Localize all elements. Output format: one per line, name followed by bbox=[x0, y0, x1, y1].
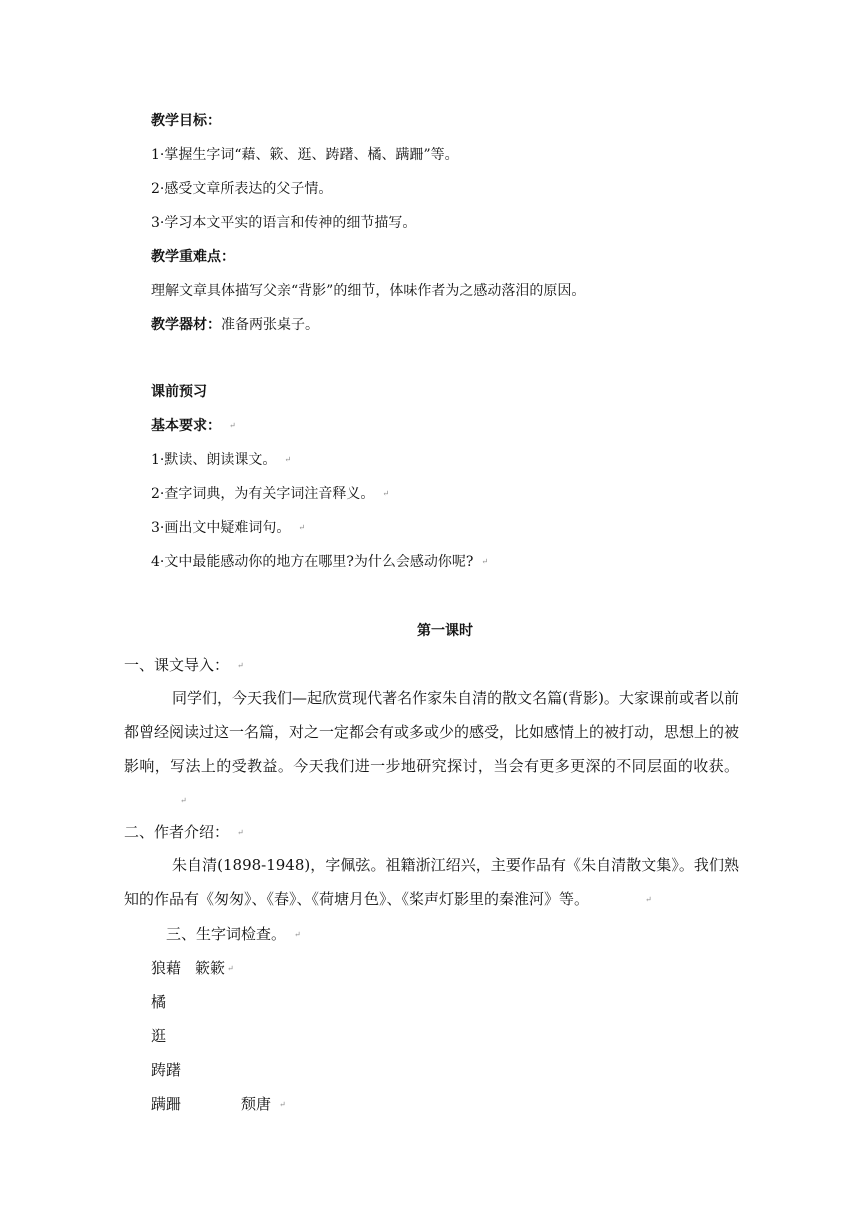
paragraph-mark-icon: ↵ bbox=[645, 895, 652, 904]
preview-item-3-line bbox=[151, 518, 305, 538]
vocab-word: 蹒跚 bbox=[151, 1095, 182, 1113]
vocab-word: 颓唐 bbox=[241, 1095, 272, 1113]
preview-item-3: 3·画出文中疑难词句。 bbox=[151, 520, 291, 536]
vocab-line-1 bbox=[151, 958, 234, 979]
preview-heading: 课前预习 bbox=[151, 384, 207, 400]
paragraph-mark-icon: ↵ bbox=[481, 557, 489, 566]
paragraph-mark-icon: ↵ bbox=[294, 930, 301, 939]
paragraph-mark-icon: ↵ bbox=[284, 455, 292, 464]
requirements-line bbox=[151, 416, 236, 436]
preview-item-2: 2·查字词典，为有关字词注音释义。 bbox=[151, 486, 375, 502]
paragraph-mark-icon: ↵ bbox=[237, 661, 244, 670]
preview-item-4-line bbox=[151, 552, 488, 572]
preview-item-4: 4·文中最能感动你的地方在哪里?为什么会感动你呢? bbox=[151, 554, 474, 570]
objective-item-3: 3·学习本文平实的语言和传神的细节描写。 bbox=[151, 215, 417, 231]
equipment-line bbox=[151, 315, 319, 335]
preview-item-2-line bbox=[151, 484, 389, 504]
paragraph-mark-icon: ↵ bbox=[180, 796, 187, 805]
paragraph-mark-icon: ↵ bbox=[382, 489, 390, 498]
vocab-line-5 bbox=[151, 1094, 286, 1115]
vocab-heading: 三、生字词检查。 bbox=[166, 925, 287, 943]
difficulties-text: 理解文章具体描写父亲“背影”的细节，体味作者为之感动落泪的原因。 bbox=[151, 283, 586, 299]
intro-heading: 一、课文导入： bbox=[124, 656, 230, 674]
vocab-word: 逛 bbox=[151, 1027, 167, 1045]
preview-item-1: 1·默读、朗读课文。 bbox=[151, 452, 277, 468]
intro-text: 同学们，今天我们—起欣赏现代著名作家朱自清的散文名篇(背影)。大家课前或者以前都曾经阅读过这一名篇，对之一定都会有或多或少的感受，比如感情上的被打动，思想上的被影响，写法上的受教益。今天我们进一步地研究探讨，当会有更多更深的不同层面的收获。 bbox=[124, 689, 740, 775]
author-heading: 二、作者介绍： bbox=[124, 823, 230, 841]
paragraph-mark-icon: ↵ bbox=[229, 421, 236, 430]
author-paragraph bbox=[124, 848, 739, 917]
equipment-heading: 教学器材： bbox=[151, 317, 221, 333]
paragraph-mark-icon: ↵ bbox=[227, 964, 234, 973]
vocab-word: 踌躇 bbox=[151, 1061, 182, 1079]
equipment-text: 准备两张桌子。 bbox=[221, 317, 319, 333]
lesson-title: 第一课时 bbox=[417, 623, 473, 639]
author-heading-line bbox=[124, 822, 244, 843]
preview-item-1-line bbox=[151, 450, 291, 470]
author-text: 朱自清(1898-1948)，字佩弦。祖籍浙江绍兴，主要作品有《朱自清散文集》。我们熟知的作品有《匆匆》、《春》、《荷塘月色》、《桨声灯影里的秦淮河》等。 bbox=[124, 856, 739, 908]
objective-item-2: 2·感受文章所表达的父子情。 bbox=[151, 181, 333, 197]
intro-paragraph bbox=[124, 681, 739, 818]
vocab-word: 簌簌 bbox=[195, 959, 226, 977]
paragraph-mark-icon: ↵ bbox=[279, 1100, 286, 1109]
objective-item-1: 1·掌握生字词“藉、簌、逛、踌躇、橘、蹒跚”等。 bbox=[151, 147, 459, 163]
vocab-word: 狼藉 bbox=[151, 959, 182, 977]
paragraph-mark-icon: ↵ bbox=[298, 523, 306, 532]
intro-heading-line bbox=[124, 655, 244, 676]
paragraph-mark-icon: ↵ bbox=[237, 828, 244, 837]
difficulties-heading: 教学重难点： bbox=[151, 249, 235, 265]
requirements-heading: 基本要求： bbox=[151, 418, 221, 434]
vocab-word: 橘 bbox=[151, 993, 167, 1011]
vocab-heading-line bbox=[166, 924, 301, 945]
objectives-heading: 教学目标： bbox=[151, 113, 221, 129]
